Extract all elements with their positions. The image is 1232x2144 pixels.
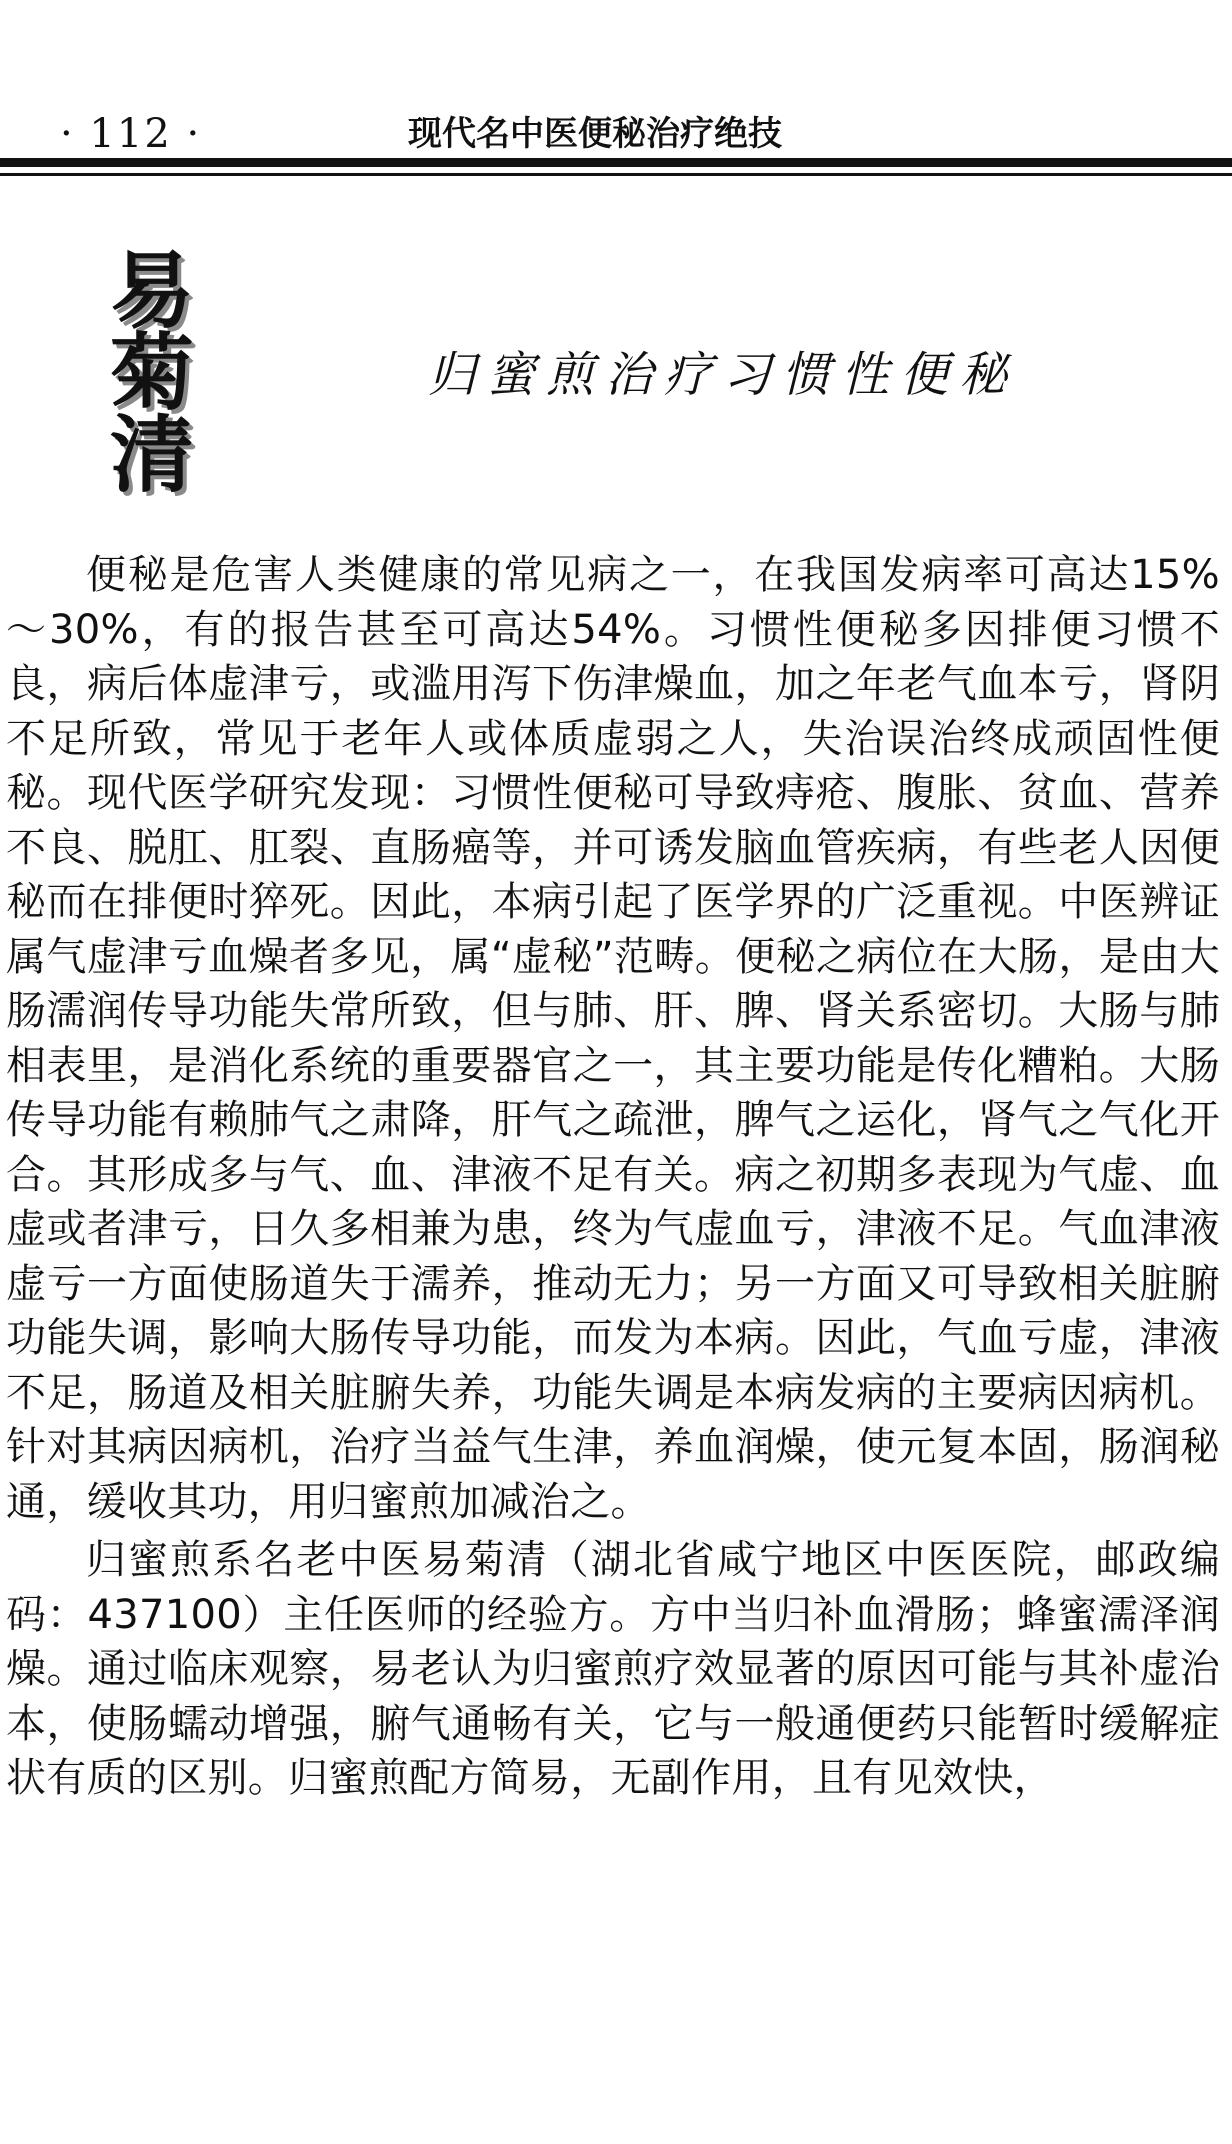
author-name-char: 易	[109, 242, 194, 340]
body-paragraph: 归蜜煎系名老中医易菊清（湖北省咸宁地区中医医院，邮政编码：437100）主任医师的经验方。方中当归补血滑肠；蜂蜜濡泽润燥。通过临床观察，易老认为归蜜煎疗效显著的原因可能与其补虚治本，使肠蠕动增强，腑气通畅有关，它与一般通便药只能暂时缓解症状有质的区别。归蜜煎配方简易，无副作用，且有见效快，	[6, 1537, 1220, 1801]
page-number: · 112 ·	[60, 111, 202, 157]
author-name-char: 清	[109, 406, 194, 504]
book-title: 现代名中医便秘治疗绝技	[408, 114, 782, 154]
author-name-char: 菊	[109, 324, 194, 422]
body-paragraph: 便秘是危害人类健康的常见病之一，在我国发病率可高达15%～30%，有的报告甚至可高达54%。习惯性便秘多因排便习惯不良，病后体虚津亏，或滥用泻下伤津燥血，加之年老气血本亏，肾阴不足所致，常见于老年人或体质虚弱之人，失治误治终成顽固性便秘。现代医学研究发现：习惯性便秘可导致痔疮、腹胀、贫血、营养不良、脱肛、肛裂、直肠癌等，并可诱发脑血管疾病，有些老人因便秘而在排便时猝死。因此，本病引起了医学界的广泛重视。中医辨证属气虚津亏血燥者多见，属“虚秘”范畴。便秘之病位在大肠，是由大肠濡润传导功能失常所致，但与肺、肝、脾、肾关系密切。大肠与肺相表里，是消化系统的重要器官之一，其主要功能是传化糟粕。大肠传导功能有赖肺气之肃降，肝气之疏泄，脾气之运化，肾气之气化开合。其形成多与气、血、津液不足有关。病之初期多表现为气虚、血虚或者津亏，日久多相兼为患，终为气虚血亏，津液不足。气血津液虚亏一方面使肠道失于濡养，推动无力；另一方面又可导致相关脏腑功能失调，影响大肠传导功能，而发为本病。因此，气血亏虚，津液不足，肠道及相关脏腑失养，功能失调是本病发病的主要病因病机。针对其病因病机，治疗当益气生津，养血润燥，使元复本固，肠润秘通，缓收其功，用归蜜煎加减治之。	[6, 552, 1220, 1525]
header-rule-thick	[0, 158, 1232, 167]
article-body	[6, 548, 1220, 1806]
author-name-vertical	[94, 242, 224, 504]
article-title: 归蜜煎治疗习惯性便秘	[428, 347, 1019, 403]
running-header	[0, 104, 1232, 164]
header-rule-thin	[0, 173, 1232, 176]
